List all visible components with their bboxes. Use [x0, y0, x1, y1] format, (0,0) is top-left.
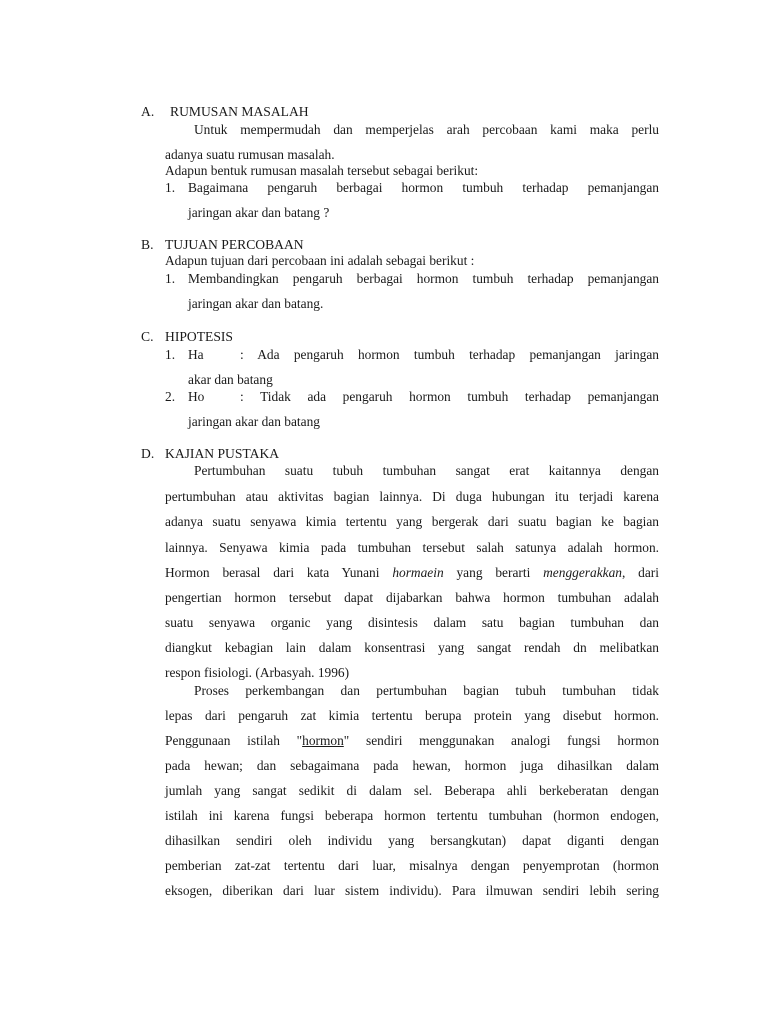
kajian-p1-line8: diangkut kebagian lain dalam konsentrasi yang sangat rendah dn melibatkan: [165, 640, 659, 655]
kajian-p2-line3-a: Penggunaan istilah ": [165, 733, 303, 748]
kajian-p2-line6: istilah ini karena fungsi beberapa hormon tertentu tumbuhan (hormon endogen,: [165, 808, 659, 823]
kajian-p1-line5-c: , dari: [621, 565, 659, 580]
kajian-p1-line5-a: Hormon berasal dari kata Yunani: [165, 565, 380, 580]
hormon-link[interactable]: hormon: [302, 733, 344, 748]
kajian-p2-line7: dihasilkan sendiri oleh individu yang bersangkutan) dapat diganti dengan: [165, 833, 659, 848]
kajian-p1-line2: pertumbuhan atau aktivitas bagian lainnya. Di duga hubungan itu terjadi karena: [165, 489, 659, 504]
kajian-p1-line7: suatu senyawa organic yang disintesis dalam satu bagian tumbuhan dan: [165, 615, 659, 630]
kajian-p1-line6: pengertian hormon tersebut dapat dijabarkan bahwa hormon tumbuhan adalah: [165, 590, 659, 605]
section-c-item1-label: Ha: [188, 347, 204, 362]
kajian-p1-line4: lainnya. Senyawa kimia pada tumbuhan tersebut salah satunya adalah hormon.: [165, 540, 659, 555]
kajian-p2-line4: pada hewan; dan sebagaimana pada hewan, hormon juga dihasilkan dalam: [165, 758, 659, 773]
section-a-letter: A.: [141, 104, 155, 119]
kajian-p2-line1: Proses perkembangan dan pertumbuhan bagian tubuh tumbuhan tidak: [194, 683, 659, 698]
term-menggerakkan: menggerakkan: [543, 565, 622, 580]
section-c-item1-line1: : Ada pengaruh hormon tumbuh terhadap pemanjangan jaringan: [240, 347, 659, 362]
section-a-item1-line1: Bagaimana pengaruh berbagai hormon tumbuh terhadap pemanjangan: [188, 180, 659, 195]
section-d-letter: D.: [141, 446, 155, 461]
kajian-p1-line3: adanya suatu senyawa kimia tertentu yang bergerak dari suatu bagian ke bagian: [165, 514, 659, 529]
kajian-p1-line1: Pertumbuhan suatu tubuh tumbuhan sangat erat kaitannya dengan: [194, 463, 659, 478]
section-c-item2-line1: : Tidak ada pengaruh hormon tumbuh terhadap pemanjangan: [240, 389, 659, 404]
section-a-item1-num: 1.: [165, 180, 176, 195]
kajian-p2-line3: [165, 733, 659, 749]
section-a-title: RUMUSAN MASALAH: [170, 104, 309, 119]
section-c-item2-line2: jaringan akar dan batang: [188, 414, 320, 429]
kajian-p2-line5: jumlah yang sangat sedikit di dalam sel. Beberapa ahli berkeberatan dengan: [165, 783, 659, 798]
section-c-item2-num: 2.: [165, 389, 176, 404]
term-hormaein: hormaein: [392, 565, 444, 580]
section-b-letter: B.: [141, 237, 154, 252]
kajian-p2-line2: lepas dari pengaruh zat kimia tertentu berupa protein yang disebut hormon.: [165, 708, 659, 723]
section-b-item1-line1: Membandingkan pengaruh berbagai hormon tumbuh terhadap pemanjangan: [188, 271, 659, 286]
section-c-item2-label: Ho: [188, 389, 205, 404]
section-b-item1-line2: jaringan akar dan batang.: [188, 296, 324, 311]
kajian-p2-line9: eksogen, diberikan dari luar sistem individu). Para ilmuwan sendiri lebih sering: [165, 883, 659, 898]
section-a-para-line1: Untuk mempermudah dan memperjelas arah percobaan kami maka perlu: [194, 122, 659, 137]
kajian-p2-line3-b: " sendiri menggunakan analogi fungsi hormon: [343, 733, 660, 748]
kajian-p2-line8: pemberian zat-zat tertentu dari luar, misalnya dengan penyemprotan (hormon: [165, 858, 659, 873]
section-d-title: KAJIAN PUSTAKA: [165, 446, 280, 461]
section-a-para-line3: Adapun bentuk rumusan masalah tersebut sebagai berikut:: [165, 163, 479, 178]
section-a-item1-line2: jaringan akar dan batang ?: [188, 205, 330, 220]
section-b-intro: Adapun tujuan dari percobaan ini adalah sebagai berikut :: [165, 253, 475, 268]
kajian-p1-line9: respon fisiologi. (Arbasyah. 1996): [165, 665, 350, 680]
kajian-p1-line5: [165, 565, 659, 581]
section-c-item1-num: 1.: [165, 347, 176, 362]
section-b-item1-num: 1.: [165, 271, 176, 286]
section-c-title: HIPOTESIS: [165, 329, 233, 344]
section-a-para-line2: adanya suatu rumusan masalah.: [165, 147, 335, 162]
section-c-item1-line2: akar dan batang: [188, 372, 273, 387]
section-c-letter: C.: [141, 329, 154, 344]
kajian-p1-line5-b: yang berarti: [456, 565, 531, 580]
section-b-title: TUJUAN PERCOBAAN: [165, 237, 304, 252]
